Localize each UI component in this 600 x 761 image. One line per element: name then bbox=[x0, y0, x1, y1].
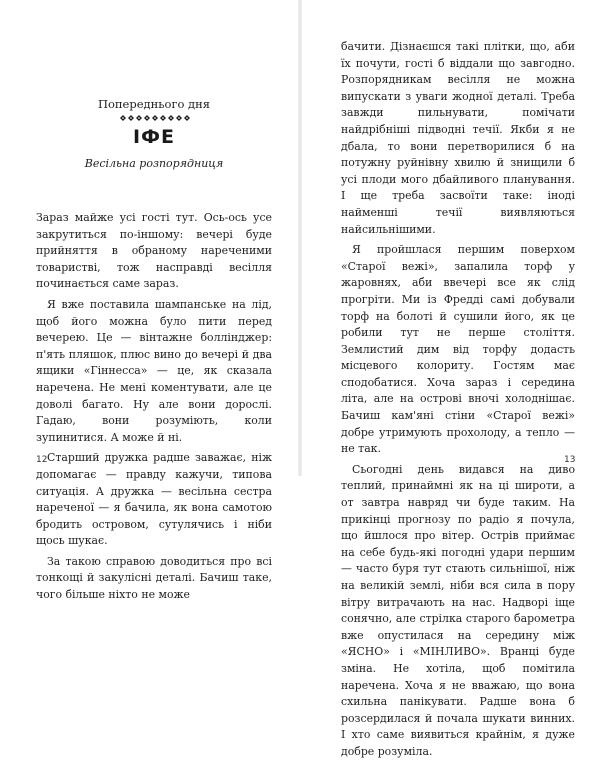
paragraph: Зараз майже усі гості тут. Ось-ось усе закрутиться по-іншому: вечері буде прийняття в обраному нареченими товаристві, тож насправді весілля починається саме зараз. bbox=[36, 211, 272, 291]
paragraph: бачити. Дізнаєшся такі плітки, що, аби їх почути, гості б віддали що завгодно. Розпорядникам весілля не можна випускати з уваги жодної деталі. Треба завжди пильнувати, помічати найдрібніші підводні течії. Якби я не дбала, то вони перетворилися б на потужну руйнівну хвилю й знищили б усі плоди мого дбайливого планування. І ще треба засвоїти таке: іноді найменші течії виявляються найсильнішими. bbox=[341, 40, 575, 236]
paragraph: Я пройшлася першим поверхом «Старої вежі», запалила торф у жаровнях, аби ввечері все як слід прогріти. Ми із Фредді самі добували торф на болоті й сушили його, як це робили тут не перше століття. Землистий дим від торфу додасть місцевого колориту. Гостям має сподобатися. Хоча зараз і середина літа, але на острові вночі холоднішає. Бачиш кам'яні стіни «Старої вежі» добре утримують прохолоду, а тепло — не так. bbox=[341, 243, 575, 456]
paragraph: Старший дружка радше заважає, ніж допомагає — правду кажучи, типова ситуація. А дружка — весільна сестра нареченої — я бачила, як вона самотою бродить островом, сутулячись і ніби щось шукає. bbox=[36, 451, 272, 548]
decorative-diamond-ornament bbox=[117, 114, 191, 122]
chapter-pre-heading: Попереднього дня bbox=[97, 97, 211, 111]
chapter-title: ІФЕ bbox=[133, 126, 175, 148]
left-page bbox=[0, 0, 298, 602]
paragraph: Я вже поставила шампанське на лід, щоб його можна було пити перед вечерею. Це — вінтажне боллінджер: п'ять пляшок, плюс вино до вечері й два ящики «Гіннесса» — це, як сказала наречена. Не мені коментувати, але це доволі багато. Ну але вони дорослі. Гадаю, вони розуміють, коли зупинитися. А може й ні. bbox=[36, 297, 272, 444]
page-number-left: 12 bbox=[36, 455, 48, 465]
page-number-right: 13 bbox=[564, 455, 576, 465]
right-body-text bbox=[341, 39, 575, 761]
left-body-text bbox=[36, 210, 272, 604]
chapter-subtitle: Весільна розпорядниця bbox=[84, 157, 224, 170]
right-page bbox=[302, 0, 600, 758]
paragraph: За такою справою доводиться про всі тонкощі й закулісні деталі. Бачиш таке, чого більше ніхто не може bbox=[36, 554, 272, 602]
paragraph: Сьогодні день видався на диво теплий, принаймні як на ці широти, а от завтра навряд чи буде таким. На прикінці прогнозу по радіо я почула, що йшлося про вітер. Острів приймає на себе будь-які погодні удари першим — часто буря тут стають сильнішої, ніж на великій землі, ніби вся сила в пору вітру витрачають на нас. Надворі іще сонячно, але стрілка старого барометра вже опустилася на середину між «ЯСНО» і «МІНЛИВО». Вранці буде зміна. Не хотіла, щоб помітила наречена. Хоча я не вважаю, що вона схильна панікувати. Радше вона б розсердилася й почала шукати винних. І хто саме виявиться крайнім, я дуже добре розуміла. bbox=[341, 462, 575, 758]
